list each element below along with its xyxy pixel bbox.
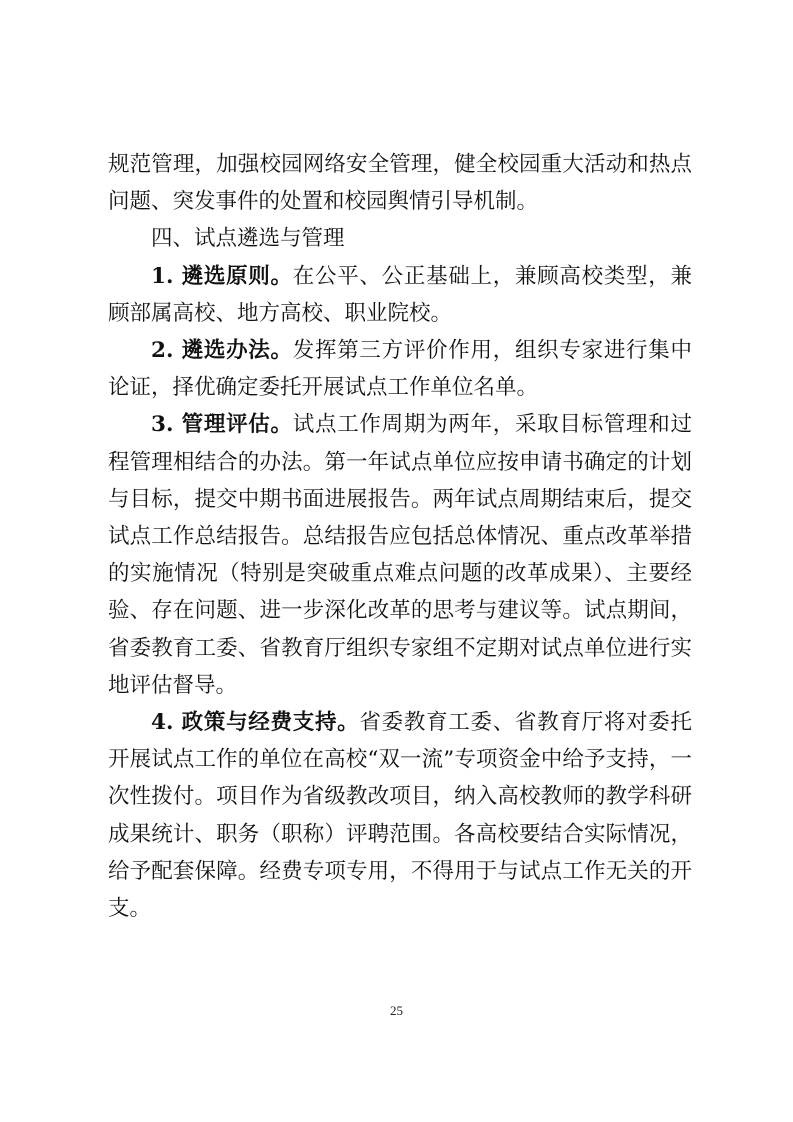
paragraph-continuation [108,146,692,220]
paragraph-text: 规范管理，加强校园网络安全管理，健全校园重大活动和热点问题、突发事件的处置和校园舆情引导机制。 [108,152,692,215]
paragraph-text: 发挥第三方评价作用，组织专家进行集中论证，择优确定委托开展试点工作单位名单。 [108,338,692,401]
paragraph-text: 在公平、公正基础上，兼顾高校类型，兼顾部属高校、地方高校、职业院校。 [108,263,692,326]
section-heading [108,220,692,257]
section-heading-text: 四、试点遴选与管理 [151,226,345,252]
document-body [108,146,692,927]
paragraph-text: 省委教育工委、省教育厅将对委托开展试点工作的单位在高校“双一流”专项资金中给予支持，一次性拨付。项目作为省级教改项目，纳入高校教师的教学科研成果统计、职务（职称）评聘范围。各高校要结合实际情况，给予配套保障。经费专项专用，不得用于与试点工作无关的开支。 [108,710,692,922]
paragraph-policy-funding [108,704,692,927]
paragraph-lead: 1. 遴选原则。 [151,263,293,289]
paragraph-selection-method [108,332,692,406]
paragraph-lead: 3. 管理评估。 [151,412,293,438]
paragraph-lead: 2. 遴选办法。 [151,338,293,364]
paragraph-text: 试点工作周期为两年，采取目标管理和过程管理相结合的办法。第一年试点单位应按申请书确定的计划与目标，提交中期书面进展报告。两年试点周期结束后，提交试点工作总结报告。总结报告应包括总体情况、重点改革举措的实施情况（特别是突破重点难点问题的改革成果）、主要经验、存在问题、进一步深化改革的思考与建议等。试点期间，省委教育工委、省教育厅组织专家组不定期对试点单位进行实地评估督导。 [108,412,692,698]
paragraph-selection-principle [108,258,692,332]
paragraph-management-evaluation [108,406,692,704]
paragraph-lead: 4. 政策与经费支持。 [151,710,360,736]
page-number: 25 [390,1003,403,1018]
